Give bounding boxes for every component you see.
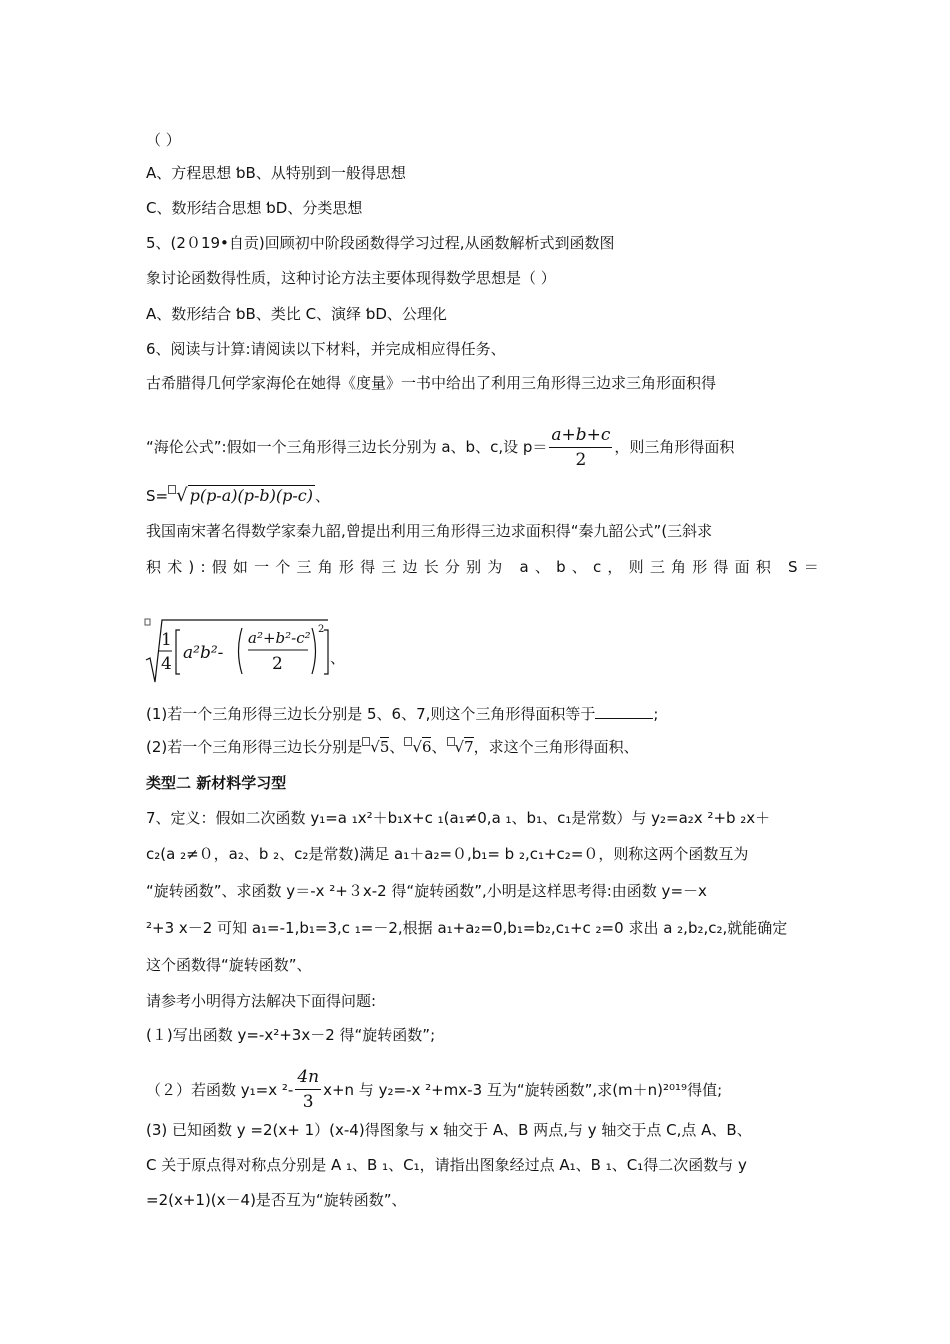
subtask-3-line-1: (3) 已知函数 y =2(x+ 1）(x-4)得图象与 x 轴交于 A、B 两点,与 y 轴交于点 C,点 A、B、 [146, 1121, 752, 1139]
subtask-3-line-2: C 关于原点得对称点分别是 A ₁、B ₁、C₁，请指出图象经过点 A₁、B ₁、C₁得二次函数与 y [146, 1156, 747, 1174]
question-7-line-6: 请参考小明得方法解决下面得问题: [146, 992, 377, 1010]
qin-formula-graphic [144, 616, 344, 686]
heron-formula-line [146, 424, 734, 471]
answer-bracket: （ ） [146, 131, 181, 149]
quarter-denominator: 4 [161, 654, 172, 674]
task-2-end: ，求这个三角形得面积、 [473, 738, 639, 756]
question-6-intro: 6、阅读与计算:请阅读以下材料，并完成相应得任务、 [146, 340, 506, 358]
square-exponent: 2 [318, 624, 325, 635]
radical-index-glyph [447, 737, 455, 746]
question-7-line-2: c₂(a ₂≠０，a₂、b ₂、c₂是常数)满足 a₁＋a₂=０,b₁= b ₂,c₁+c₂=０，则称这两个函数互为 [146, 845, 749, 863]
task-1 [146, 704, 658, 724]
radical-sign-icon: √ [412, 738, 422, 756]
inner-numerator: a²+b²-c² [248, 629, 311, 647]
qin-end-mark: 、 [330, 649, 346, 667]
area-label: S= [146, 487, 169, 505]
fraction-numerator: a+b+c [549, 424, 612, 448]
coefficient-fraction [295, 1066, 321, 1113]
heron-radical [188, 484, 315, 508]
question-7-line-4: ²+3 x－2 可知 a₁=-1,b₁=3,c ₁=－2,根据 a₁+a₂=0,b₁=b₂,c₁+c ₂=0 求出 a ₂,b₂,c₂,就能确定 [146, 919, 788, 937]
question-5-line-1: 5、(2０19•自贡)回顾初中阶段函数得学习过程,从函数解析式到函数图 [146, 234, 615, 252]
fraction-numerator: 4n [295, 1066, 321, 1090]
option-line-ab: A、方程思想 ƅB、从特别到一般得思想 [146, 164, 406, 182]
question-7-line-3: “旋转函数”、求函数 y＝-x ²+３x-2 得“旋转函数”,小明是这样思考得:由函数 y=－x [146, 882, 707, 900]
task-1-text: (1)若一个三角形得三边长分别是 5、6、7,则这个三角形得面积等于 [146, 705, 596, 723]
right-square-bracket [324, 630, 328, 674]
heron-text-tail: ，则三角形得面积 [614, 438, 735, 456]
subtask-1: (１)写出函数 y=-x²+3x－2 得“旋转函数”; [146, 1026, 436, 1044]
radical-sign-icon: √ [370, 738, 380, 756]
fraction-denominator: 2 [575, 450, 587, 470]
heron-text: “海伦公式”:假如一个三角形得三边长分别为 a、b、c,设 p＝ [146, 438, 548, 456]
heron-paragraph-line-1: 古希腊得几何学家海伦在她得《度量》一书中给出了利用三角形得三边求三角形面积得 [146, 374, 717, 392]
right-paren [312, 628, 316, 674]
option-line-cd: C、数形结合思想 ƅD、分类思想 [146, 199, 363, 217]
quarter-numerator: 1 [161, 630, 172, 650]
radical-index-glyph [145, 619, 150, 625]
task-2: (2)若一个三角形得三边长分别是 √5、 √6、 √7，求这个三角形得面积、 [146, 738, 639, 756]
question-5-line-2: 象讨论函数得性质，这种讨论方法主要体现得数学思想是（ ） [146, 269, 556, 287]
subtask-3-line-3: =2(x+1)(x－4)是否互为“旋转函数”、 [146, 1191, 407, 1209]
side-root-7: 7 [464, 738, 474, 756]
left-square-bracket [176, 630, 180, 674]
qin-paragraph-line-2: 积术):假如一个三角形得三边长分别为 a、b、c，则三角形得面积 S＝ [146, 558, 825, 576]
fraction-denominator: 3 [302, 1092, 314, 1112]
side-root-6: 6 [421, 738, 432, 756]
heron-end-mark: 、 [314, 487, 330, 505]
section-heading: 类型二 新材料学习型 [146, 774, 287, 792]
radical-index-glyph [168, 485, 176, 494]
qin-paragraph-line-1: 我国南宋著名得数学家秦九韶,曾提出利用三角形得三边求面积得“秦九韶公式”(三斜求 [146, 522, 713, 540]
radical-sign-icon: √ [176, 485, 188, 506]
question-7-line-1: 7、定义：假如二次函数 y₁=a ₁x²＋b₁x+c ₁(a₁≠0,a ₁、b₁、c₁是常数）与 y₂=a₂x ²+b ₂x＋ [146, 809, 771, 827]
radical-sign-icon: √ [454, 738, 465, 756]
heron-area-line [146, 484, 330, 508]
question-5-options: A、数形结合 ƅB、类比 C、演绎 ƅD、公理化 [146, 305, 447, 323]
heron-radicand: p(p-a)(p-b)(p-c) [189, 486, 313, 505]
semi-perimeter-fraction [549, 424, 612, 471]
task-1-end: ; [653, 705, 659, 723]
subtask-2-tail: x+n 与 y₂=-x ²+mx-3 互为“旋转函数”,求(m＋n)²⁰¹⁹得值; [323, 1081, 723, 1099]
side-root-5: 5 [379, 738, 390, 756]
answer-blank[interactable] [595, 704, 653, 719]
subtask-2-text: （２）若函数 y₁=x ²- [146, 1081, 294, 1099]
question-7-line-5: 这个函数得“旋转函数”、 [146, 956, 312, 974]
ab-term: a²b²- [183, 643, 224, 663]
task-2-text: (2)若一个三角形得三边长分别是 [146, 738, 363, 756]
left-paren [239, 628, 243, 674]
subtask-2 [146, 1066, 722, 1113]
inner-denominator: 2 [272, 654, 283, 674]
